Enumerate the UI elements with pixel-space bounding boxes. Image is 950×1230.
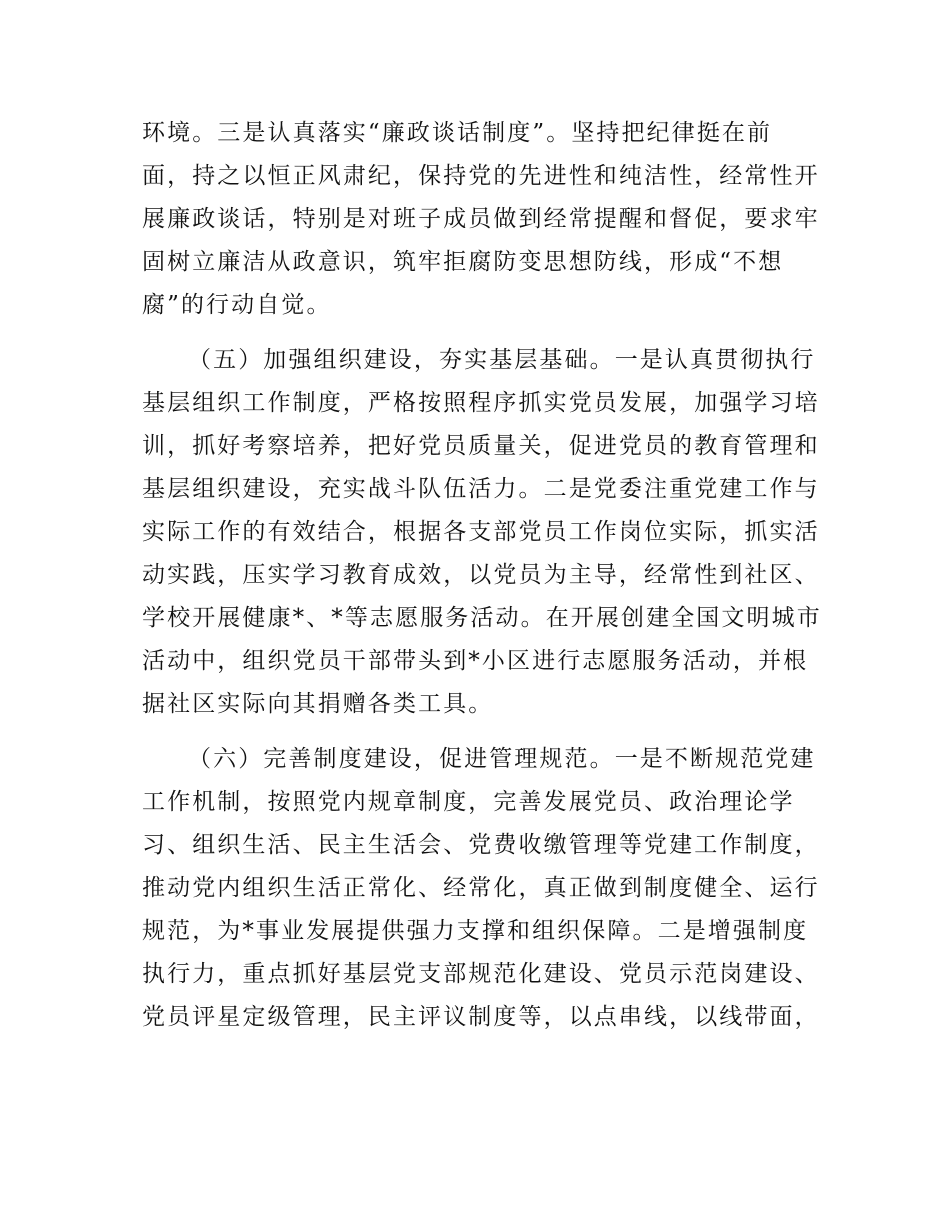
text-line: 环境。三是认真落实“廉政谈话制度”。坚持把纪律挺在前 xyxy=(142,120,773,146)
text-line: 腐”的行动自觉。 xyxy=(142,292,332,318)
text-line: 学校开展健康*、*等志愿服务活动。在开展创建全国文明城市 xyxy=(142,605,822,631)
text-line: 据社区实际向其捐赠各类工具。 xyxy=(142,691,494,717)
paragraph-organization-building xyxy=(142,339,822,726)
text-line: 活动中，组织党员干部带头到*小区进行志愿服务活动，并根 xyxy=(142,648,809,674)
text-line: 执行力，重点抓好基层党支部规范化建设、党员示范岗建设、 xyxy=(142,961,820,987)
text-line: 习、组织生活、民主生活会、党费收缴管理等党建工作制度， xyxy=(142,832,820,858)
paragraph-integrity-continuation xyxy=(142,112,820,327)
text-line: 规范，为*事业发展提供强力支撑和组织保障。二是增强制度 xyxy=(142,918,809,944)
text-line: 工作机制，按照党内规章制度，完善发展党员、政治理论学 xyxy=(142,789,795,815)
text-line: 基层组织工作制度，严格按照程序抓实党员发展，加强学习培 xyxy=(142,390,820,416)
text-line: 训，抓好考察培养，把好党员质量关，促进党员的教育管理和 xyxy=(142,433,820,459)
text-line: 展廉政谈话，特别是对班子成员做到经常提醒和督促，要求牢 xyxy=(142,206,820,232)
text-line: 面，持之以恒正风肃纪，保持党的先进性和纯洁性，经常性开 xyxy=(142,163,820,189)
text-line: 动实践，压实学习教育成效，以党员为主导，经常性到社区、 xyxy=(142,562,820,588)
text-line: 党员评星定级管理，民主评议制度等，以点串线，以线带面， xyxy=(142,1004,820,1030)
text-line: 固树立廉洁从政意识，筑牢拒腐防变思想防线，形成“不想 xyxy=(142,249,784,275)
text-line: （五）加强组织建设，夯实基层基础。一是认真贯彻执行 xyxy=(188,347,816,373)
text-line: 推动党内组织生活正常化、经常化，真正做到制度健全、运行 xyxy=(142,875,820,901)
text-line: 实际工作的有效结合，根据各支部党员工作岗位实际，抓实活 xyxy=(142,519,820,545)
document-body xyxy=(142,112,822,1051)
paragraph-system-building xyxy=(142,738,820,1039)
text-line: 基层组织建设，充实战斗队伍活力。二是党委注重党建工作与 xyxy=(142,476,820,502)
text-line: （六）完善制度建设，促进管理规范。一是不断规范党建 xyxy=(188,746,816,772)
